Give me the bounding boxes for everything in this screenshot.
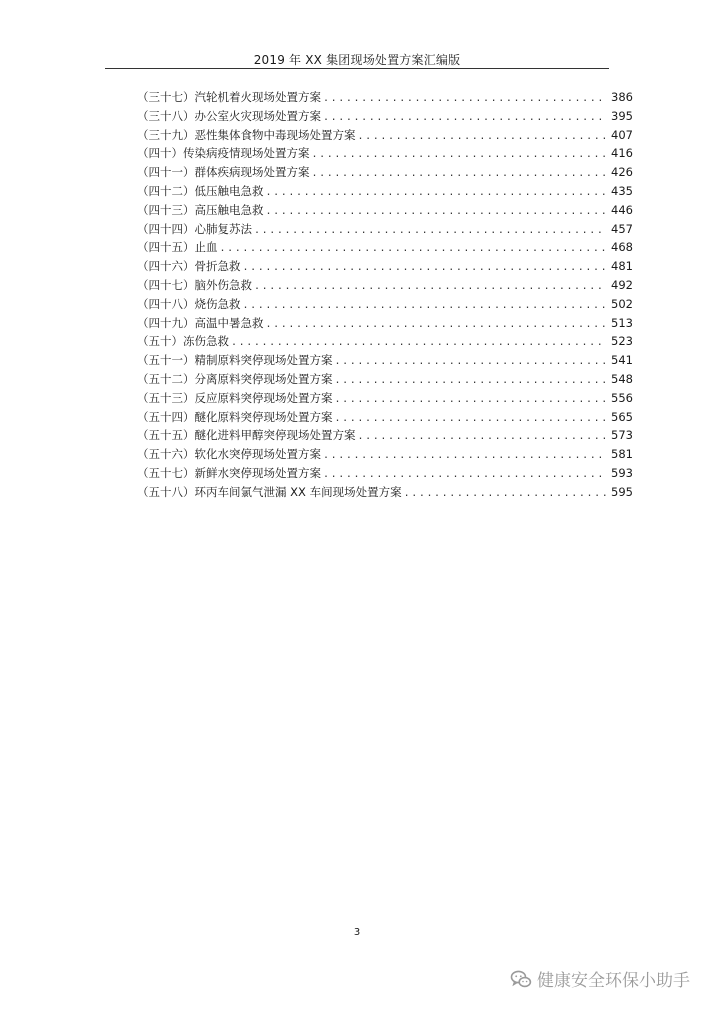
toc-entry[interactable] bbox=[137, 426, 633, 445]
toc-entry[interactable] bbox=[137, 332, 633, 351]
toc-entry-number: （三十九） bbox=[137, 127, 195, 142]
toc-entry-title: 分离原料突停现场处置方案 bbox=[194, 371, 333, 386]
toc-entry[interactable] bbox=[137, 163, 633, 182]
toc-entry[interactable] bbox=[137, 257, 633, 276]
toc-entry-title: 止血 bbox=[194, 240, 218, 255]
toc-entry-page-number: 548 bbox=[611, 371, 633, 386]
toc-entry-page-number: 386 bbox=[611, 90, 633, 104]
toc-entry-number: （五十五） bbox=[137, 428, 195, 443]
toc-dot-leader bbox=[335, 391, 607, 410]
toc-entry-title: 环丙车间氯气泄漏 XX 车间现场处置方案 bbox=[194, 484, 402, 499]
toc-dot-leader bbox=[323, 90, 606, 109]
toc-entry-title: 心肺复苏法 bbox=[194, 221, 252, 236]
toc-entry-page-number: 513 bbox=[611, 315, 633, 330]
toc-entry[interactable] bbox=[137, 182, 633, 201]
toc-entry-number: （三十八） bbox=[137, 108, 195, 123]
toc-entry-page-number: 502 bbox=[611, 296, 633, 311]
toc-entry-page-number: 416 bbox=[611, 146, 633, 161]
toc-dot-leader bbox=[243, 259, 607, 278]
toc-entry-page-number: 468 bbox=[611, 240, 633, 255]
toc-entry[interactable] bbox=[137, 276, 633, 295]
toc-dot-leader bbox=[335, 410, 607, 429]
toc-entry-number: （四十三） bbox=[137, 202, 195, 217]
toc-entry-page-number: 407 bbox=[611, 127, 633, 142]
toc-entry-page-number: 492 bbox=[611, 277, 633, 292]
toc-entry[interactable] bbox=[137, 220, 633, 239]
toc-entry[interactable] bbox=[137, 201, 633, 220]
toc-entry-title: 恶性集体食物中毒现场处置方案 bbox=[194, 127, 356, 142]
toc-dot-leader bbox=[312, 146, 607, 165]
toc-entry-page-number: 523 bbox=[611, 334, 633, 349]
toc-dot-leader bbox=[254, 222, 606, 241]
toc-dot-leader bbox=[266, 184, 607, 203]
watermark bbox=[509, 966, 690, 991]
toc-entry-page-number: 565 bbox=[611, 409, 633, 424]
toc-entry-title: 醚化原料突停现场处置方案 bbox=[194, 409, 333, 424]
toc-entry-title: 骨折急救 bbox=[194, 259, 241, 274]
toc-entry[interactable] bbox=[137, 483, 633, 502]
toc-entry-title: 醚化进料甲醇突停现场处置方案 bbox=[194, 428, 356, 443]
toc-entry-title: 新鲜水突停现场处置方案 bbox=[194, 465, 321, 480]
toc-entry-number: （五十二） bbox=[137, 371, 195, 386]
toc-entry[interactable] bbox=[137, 445, 633, 464]
toc-entry-title: 汽轮机着火现场处置方案 bbox=[194, 90, 321, 104]
toc-dot-leader bbox=[335, 372, 607, 391]
toc-entry[interactable] bbox=[137, 88, 633, 107]
toc-entry-page-number: 593 bbox=[611, 465, 633, 480]
toc-entry[interactable] bbox=[137, 295, 633, 314]
page-number: 3 bbox=[353, 927, 361, 938]
toc-entry-number: （五十） bbox=[137, 334, 183, 349]
toc-dot-leader bbox=[266, 316, 607, 335]
toc-entry-title: 低压触电急救 bbox=[194, 183, 264, 198]
toc-entry-page-number: 556 bbox=[611, 390, 633, 405]
toc-dot-leader bbox=[404, 485, 606, 504]
toc-dot-leader bbox=[220, 240, 607, 259]
toc-entry[interactable] bbox=[137, 408, 633, 427]
toc-entry-number: （五十一） bbox=[137, 353, 195, 368]
toc-entry-page-number: 395 bbox=[611, 108, 633, 123]
toc-dot-leader bbox=[243, 297, 607, 316]
toc-entry[interactable] bbox=[137, 144, 633, 163]
toc-entry[interactable] bbox=[137, 389, 633, 408]
toc-dot-leader bbox=[335, 353, 607, 372]
toc-dot-leader bbox=[323, 447, 606, 466]
toc-dot-leader bbox=[323, 109, 606, 128]
toc-entry-number: （五十八） bbox=[137, 484, 195, 499]
toc-entry-title: 烧伤急救 bbox=[194, 296, 241, 311]
toc-entry-page-number: 426 bbox=[611, 165, 633, 180]
toc-entry[interactable] bbox=[137, 351, 633, 370]
toc-entry[interactable] bbox=[137, 370, 633, 389]
toc-dot-leader bbox=[358, 428, 607, 447]
table-of-contents bbox=[137, 88, 633, 502]
toc-entry-title: 精制原料突停现场处置方案 bbox=[194, 353, 333, 368]
toc-entry-number: （四十五） bbox=[137, 240, 195, 255]
toc-entry-number: （四十一） bbox=[137, 165, 195, 180]
toc-entry-page-number: 581 bbox=[611, 447, 633, 462]
toc-entry-number: （四十九） bbox=[137, 315, 195, 330]
toc-entry-page-number: 595 bbox=[611, 484, 633, 499]
toc-entry-page-number: 541 bbox=[611, 353, 633, 368]
toc-entry-number: （四十） bbox=[137, 146, 183, 161]
toc-entry-title: 群体疾病现场处置方案 bbox=[194, 165, 310, 180]
toc-entry-number: （四十七） bbox=[137, 277, 195, 292]
toc-entry-title: 传染病疫情现场处置方案 bbox=[183, 146, 310, 161]
toc-entry-number: （五十四） bbox=[137, 409, 195, 424]
toc-entry-page-number: 481 bbox=[611, 259, 633, 274]
toc-entry-number: （五十六） bbox=[137, 447, 195, 462]
toc-entry-title: 反应原料突停现场处置方案 bbox=[194, 390, 333, 405]
toc-entry-title: 办公室火灾现场处置方案 bbox=[194, 108, 321, 123]
toc-entry[interactable] bbox=[137, 314, 633, 333]
toc-entry-number: （五十三） bbox=[137, 390, 195, 405]
toc-entry-page-number: 457 bbox=[611, 221, 633, 236]
toc-entry-number: （四十二） bbox=[137, 183, 195, 198]
toc-entry[interactable] bbox=[137, 238, 633, 257]
toc-entry-page-number: 446 bbox=[611, 202, 633, 217]
wechat-icon bbox=[509, 967, 533, 991]
toc-entry[interactable] bbox=[137, 464, 633, 483]
toc-entry-title: 脑外伤急救 bbox=[194, 277, 252, 292]
toc-entry-number: （四十八） bbox=[137, 296, 195, 311]
toc-entry-page-number: 435 bbox=[611, 183, 633, 198]
toc-dot-leader bbox=[266, 203, 607, 222]
toc-dot-leader bbox=[254, 278, 606, 297]
toc-entry-number: （三十七） bbox=[137, 90, 195, 104]
toc-entry-number: （四十六） bbox=[137, 259, 195, 274]
toc-entry[interactable] bbox=[137, 126, 633, 145]
toc-dot-leader bbox=[358, 128, 607, 147]
header-divider bbox=[105, 68, 609, 69]
toc-entry-title: 冻伤急救 bbox=[183, 334, 229, 349]
toc-entry-page-number: 573 bbox=[611, 428, 633, 443]
toc-entry-number: （四十四） bbox=[137, 221, 195, 236]
page-header-title: 2019 年 XX 集团现场处置方案汇编版 bbox=[253, 53, 461, 67]
toc-entry[interactable] bbox=[137, 107, 633, 126]
toc-entry-title: 高温中暑急救 bbox=[194, 315, 264, 330]
toc-dot-leader bbox=[312, 165, 607, 184]
watermark-text: 健康安全环保小助手 bbox=[537, 971, 690, 991]
toc-entry-number: （五十七） bbox=[137, 465, 195, 480]
toc-entry-title: 软化水突停现场处置方案 bbox=[194, 447, 321, 462]
toc-entry-title: 高压触电急救 bbox=[194, 202, 264, 217]
